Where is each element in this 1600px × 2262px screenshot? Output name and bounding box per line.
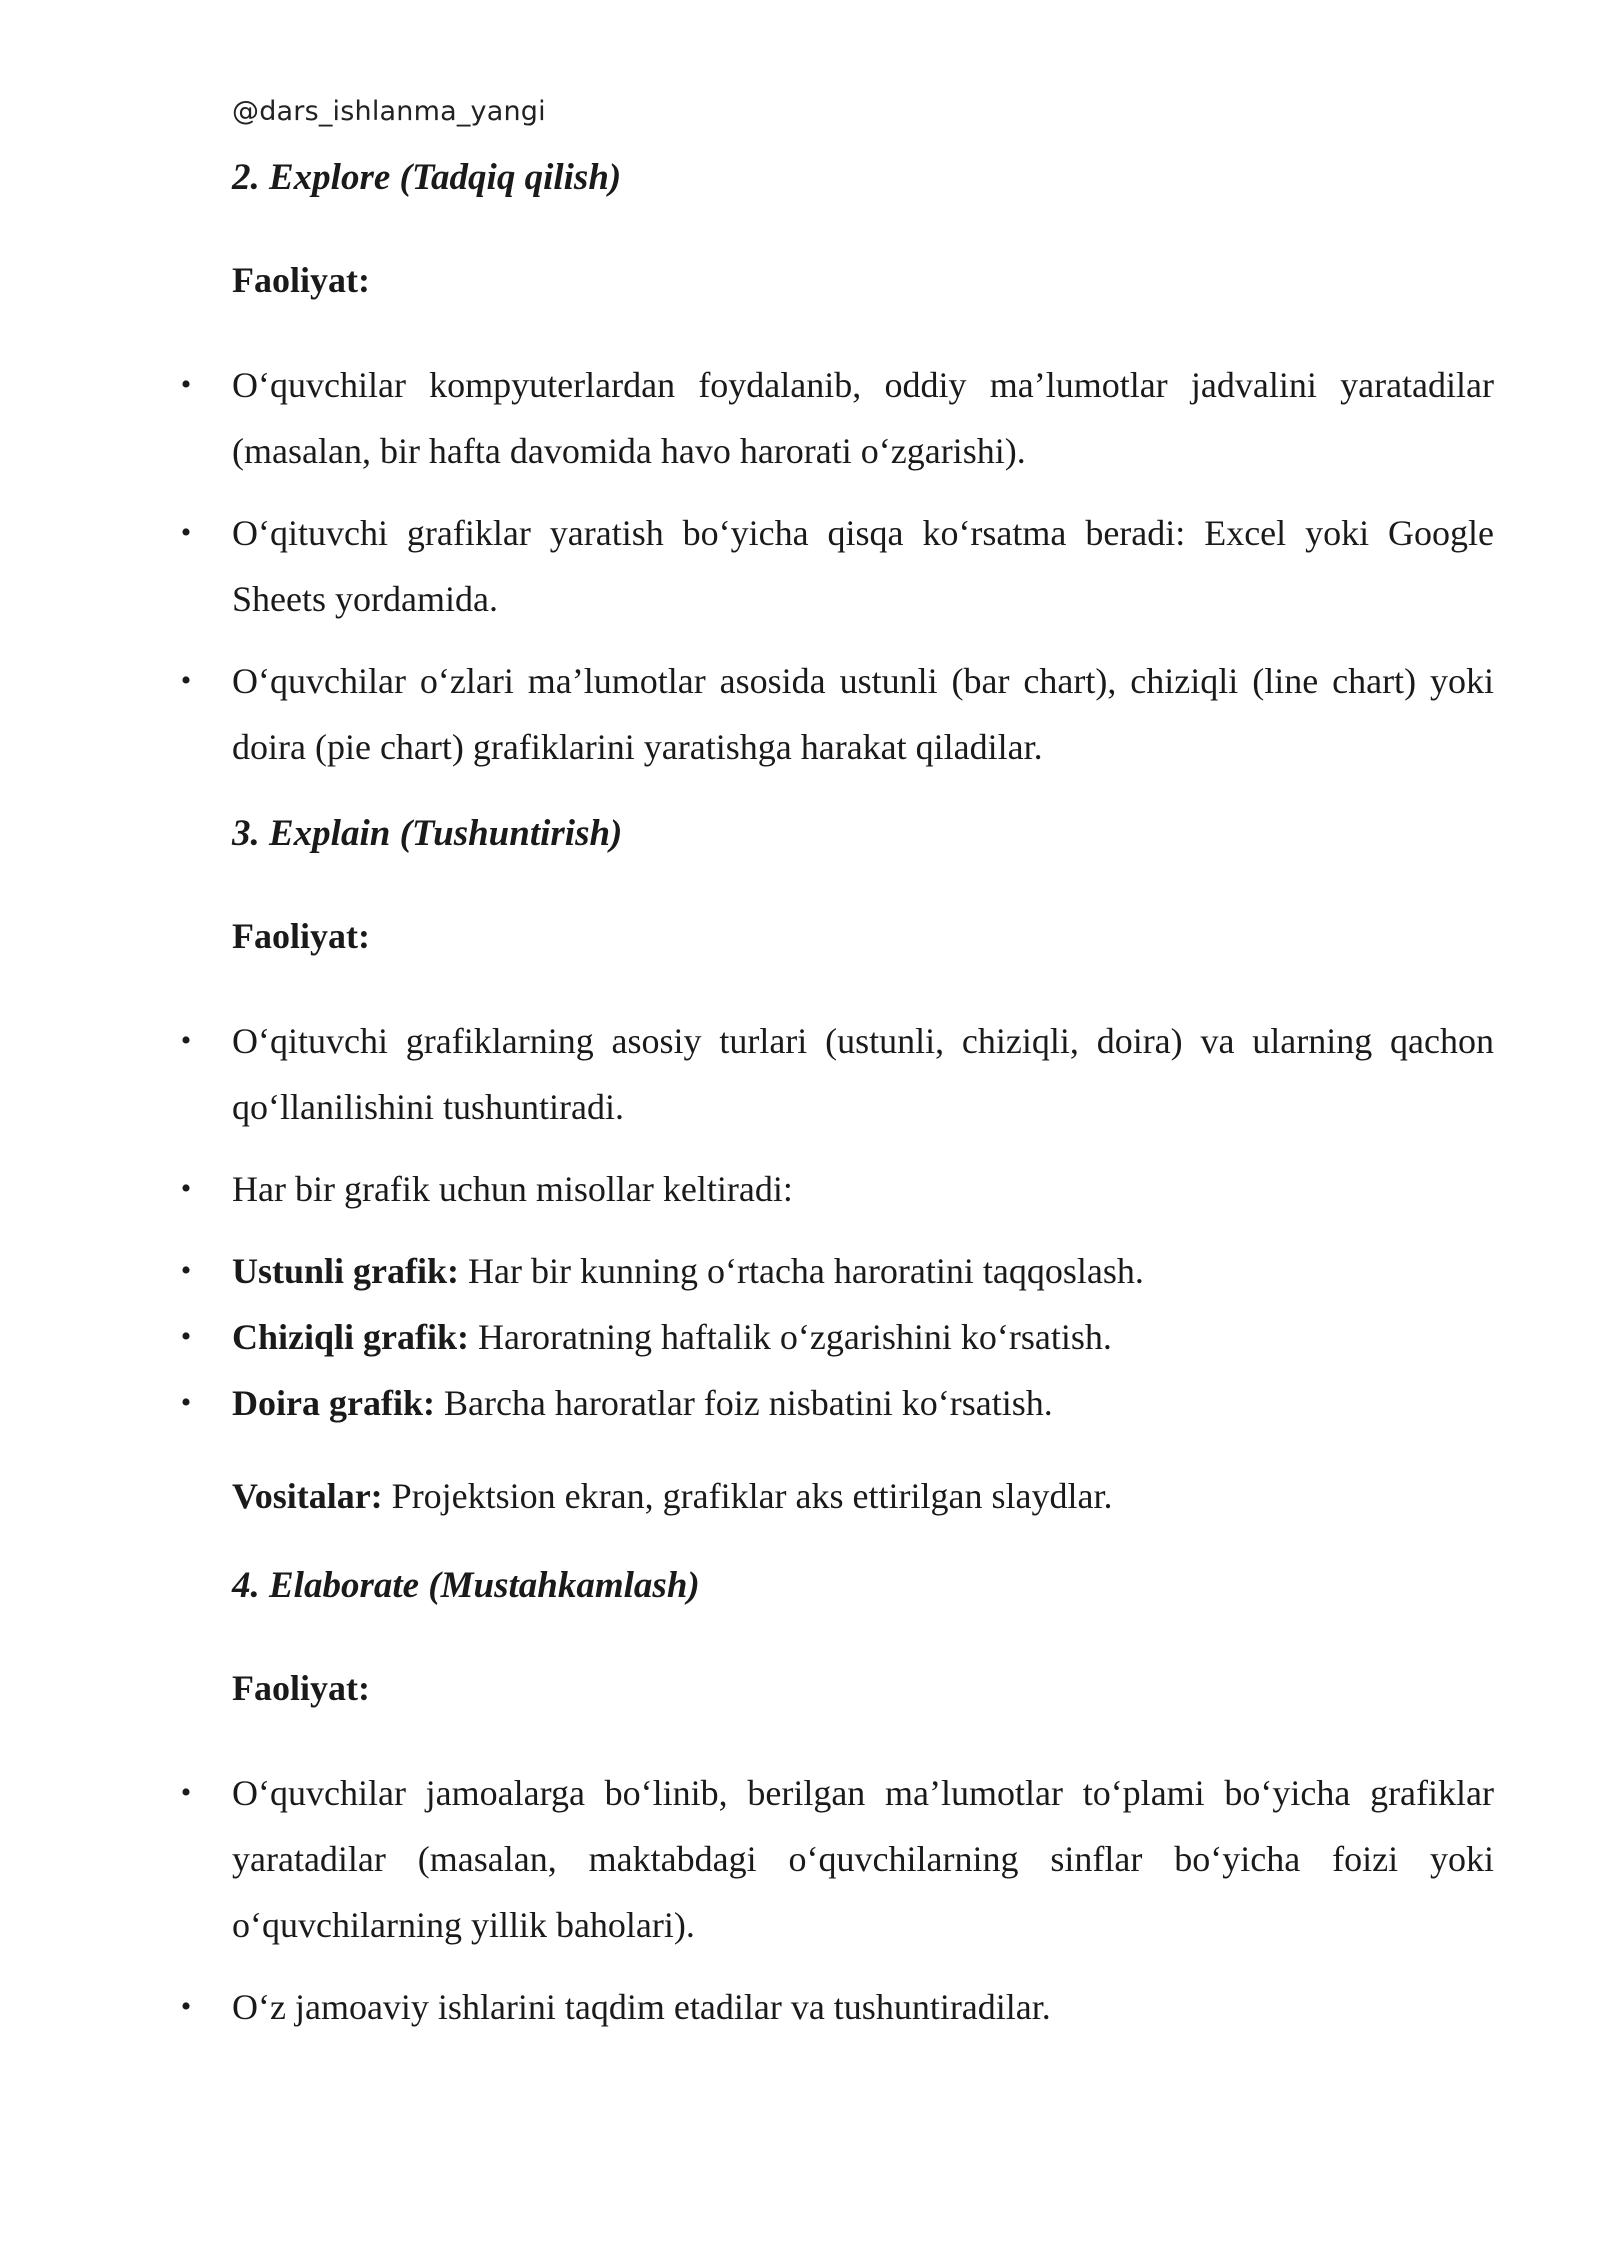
bullet-icon: • [180,516,192,549]
watermark-handle: @dars_ishlanma_yangi [232,96,546,127]
list-item [180,352,1494,484]
list-item [180,1156,1494,1222]
bullet-icon: • [180,1990,192,2023]
activity-label: Faoliyat: [232,916,370,956]
section-explore [180,148,1494,780]
section-heading: 2. Explore (Tadqiq qilish) [232,157,622,198]
list-item-text: O‘z jamoaviy ishlarini taqdim etadilar va tushuntiradilar. [232,1987,1051,2027]
list-item [180,1008,1494,1140]
list-item-example [180,1370,1494,1436]
tools-paragraph [232,1466,1494,1526]
section-heading: 4. Elaborate (Mustahkamlash) [232,1565,700,1606]
activity-label: Faoliyat: [232,260,370,300]
example-text: Barcha haroratlar foiz nisbatini ko‘rsatish. [434,1383,1053,1423]
bullet-icon: • [180,1254,192,1287]
bullet-icon: • [180,1172,192,1205]
list-item-example [180,1304,1494,1370]
list-item [180,500,1494,632]
bullet-icon: • [180,1024,192,1057]
list-item-text: O‘quvchilar o‘zlari ma’lumotlar asosida ustunli (bar chart), chiziqli (line chart) yoki doira (pie chart) grafiklarini yaratishga harakat qiladilar. [232,661,1494,767]
example-label: Doira grafik: [232,1383,435,1423]
document-body [180,148,1494,2056]
section-heading: 3. Explain (Tushuntirish) [232,813,623,854]
bullet-list [180,352,1494,780]
section-elaborate [180,1556,1494,2040]
tools-text: Projektsion ekran, grafiklar aks ettirilgan slaydlar. [382,1476,1113,1516]
bullet-icon: • [180,1320,192,1353]
list-item-text: O‘quvchilar jamoalarga bo‘linib, berilgan ma’lumotlar to‘plami bo‘yicha grafiklar yaratadilar (masalan, maktabdagi o‘quvchilarning sinflar bo‘yicha foizi yoki o‘quvchilarning yillik baholari). [232,1773,1494,1945]
bullet-icon: • [180,1386,192,1419]
example-label: Chiziqli grafik: [232,1317,470,1357]
bullet-icon: • [180,1776,192,1809]
bullet-icon: • [180,664,192,697]
example-label: Ustunli grafik: [232,1251,460,1291]
list-item-example [180,1238,1494,1304]
bullet-list [180,1760,1494,2040]
example-text: Haroratning haftalik o‘zgarishini ko‘rsatish. [469,1317,1112,1357]
section-explain [180,804,1494,1526]
example-text: Har bir kunning o‘rtacha haroratini taqqoslash. [459,1251,1144,1291]
list-item [180,1974,1494,2040]
list-item-text: O‘quvchilar kompyuterlardan foydalanib, oddiy ma’lumotlar jadvalini yaratadilar (masalan, bir hafta davomida havo harorati o‘zgarishi). [232,365,1494,471]
list-item-text: O‘qituvchi grafiklarning asosiy turlari (ustunli, chiziqli, doira) va ularning qachon qo‘llanilishini tushuntiradi. [232,1021,1494,1127]
spacer [232,1526,1494,1556]
list-item-text: O‘qituvchi grafiklar yaratish bo‘yicha qisqa ko‘rsatma beradi: Excel yoki Google Sheets yordamida. [232,513,1494,619]
bullet-list [180,1008,1494,1436]
tools-label: Vositalar: [232,1476,383,1516]
list-item-text: Har bir grafik uchun misollar keltiradi: [232,1169,793,1209]
list-item [180,648,1494,780]
spacer [232,796,1494,804]
activity-label: Faoliyat: [232,1668,370,1708]
bullet-icon: • [180,368,192,401]
list-item [180,1760,1494,1958]
